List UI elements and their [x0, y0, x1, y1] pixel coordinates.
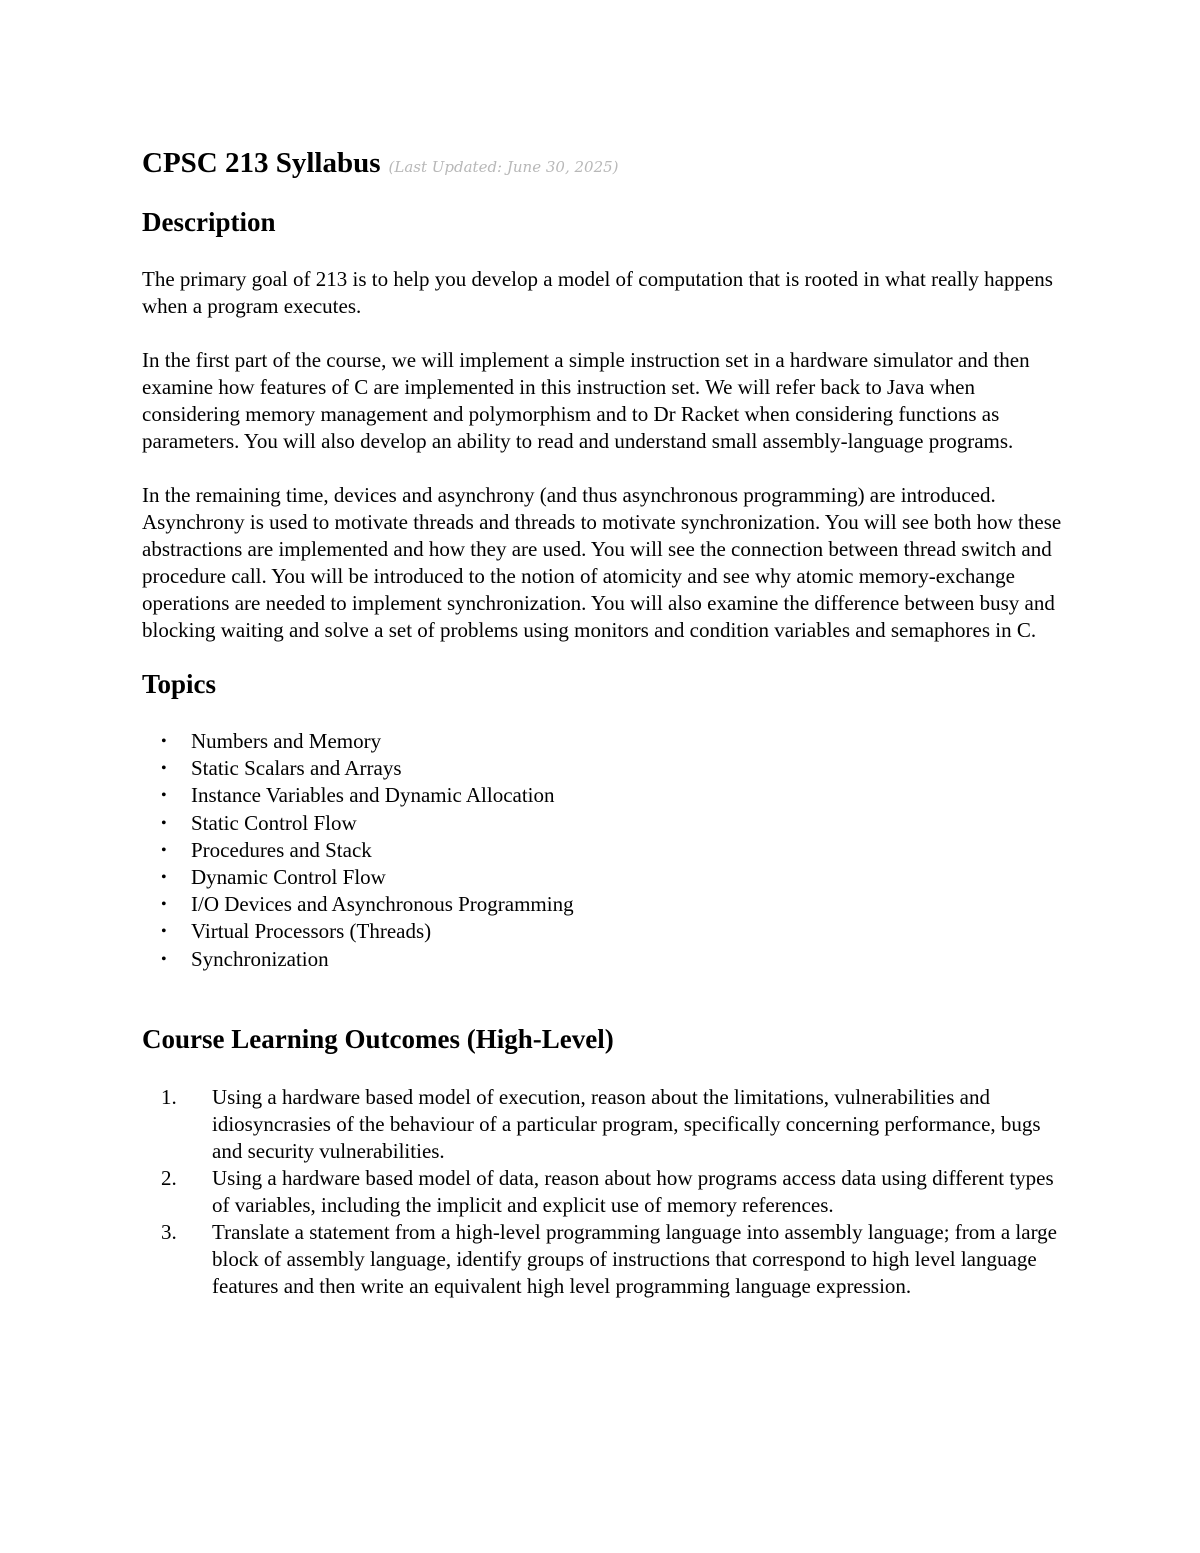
title-line	[142, 140, 1062, 186]
bullet-icon: •	[161, 760, 167, 778]
topic-label: Virtual Processors (Threads)	[191, 919, 432, 944]
description-paragraph-2: In the first part of the course, we will implement a simple instruction set in a hardware simulator and then examine how features of C are implemented in this instruction set. We will refer back to Java when considering memory management and polymorphism and to Dr Racket when considering functions as parameters. You will also develop an ability to read and understand small assembly-language programs.	[142, 348, 1030, 453]
bullet-icon: •	[161, 923, 167, 941]
list-item	[142, 1084, 1062, 1165]
topics-heading: Topics	[142, 669, 217, 699]
list-item	[142, 946, 1062, 973]
bullet-icon: •	[161, 869, 167, 887]
topic-label: Synchronization	[191, 946, 329, 971]
page-title: CPSC 213 Syllabus	[142, 147, 381, 179]
topic-label: Procedures and Stack	[191, 837, 372, 862]
outcomes-list	[142, 1084, 1062, 1301]
bullet-icon: •	[161, 896, 167, 914]
list-item	[142, 891, 1062, 918]
topic-label: Static Control Flow	[191, 810, 357, 835]
list-item	[142, 1219, 1062, 1300]
topic-label: I/O Devices and Asynchronous Programming	[191, 892, 574, 917]
bullet-icon: •	[161, 814, 167, 832]
description-heading: Description	[142, 207, 276, 237]
last-updated-note: (Last Updated: June 30, 2025)	[388, 158, 619, 176]
topic-label: Instance Variables and Dynamic Allocation	[191, 783, 555, 808]
list-item	[142, 837, 1062, 864]
outcomes-heading: Course Learning Outcomes (High-Level)	[142, 1023, 614, 1054]
list-item	[142, 1165, 1062, 1219]
description-paragraph-3: In the remaining time, devices and asynchrony (and thus asynchronous programming) are introduced. Asynchrony is used to motivate threads and threads to motivate synchronization. You will see both how these abstractions are implemented and how they are used. You will see the connection between thread switch and procedure call. You will be introduced to the notion of atomicity and see why atomic memory-exchange operations are needed to implement synchronization. You will also examine the difference between busy and blocking waiting and solve a set of problems using monitors and condition variables and semaphores in C.	[142, 483, 1062, 642]
outcome-number: 1.	[161, 1084, 177, 1109]
list-item	[142, 728, 1062, 755]
topics-list	[142, 728, 1062, 973]
bullet-icon: •	[161, 841, 167, 859]
outcome-number: 2.	[161, 1166, 177, 1191]
list-item	[142, 864, 1062, 891]
outcome-number: 3.	[161, 1220, 177, 1245]
list-item	[142, 918, 1062, 945]
bullet-icon: •	[161, 787, 167, 805]
syllabus-page	[142, 140, 1062, 1301]
topic-label: Static Scalars and Arrays	[191, 756, 402, 781]
description-paragraph-1: The primary goal of 213 is to help you develop a model of computation that is rooted in what really happens when a program executes.	[142, 267, 1053, 318]
topic-label: Numbers and Memory	[191, 729, 382, 753]
list-item	[142, 755, 1062, 782]
list-item	[142, 782, 1062, 809]
list-item	[142, 810, 1062, 837]
bullet-icon: •	[161, 950, 167, 968]
bullet-icon: •	[161, 733, 167, 750]
outcome-text: Using a hardware based model of data, reason about how programs access data using different types of variables, including the implicit and explicit use of memory references.	[212, 1166, 1054, 1218]
outcome-text: Using a hardware based model of execution, reason about the limitations, vulnerabilities and idiosyncrasies of the behaviour of a particular program, specifically concerning performance, bugs and security vulnerabilities.	[212, 1084, 1041, 1164]
outcome-text: Translate a statement from a high-level programming language into assembly language; from a large block of assembly language, identify groups of instructions that correspond to high level language features and then write an equivalent high level programming language expression.	[212, 1220, 1058, 1299]
topic-label: Dynamic Control Flow	[191, 865, 386, 890]
